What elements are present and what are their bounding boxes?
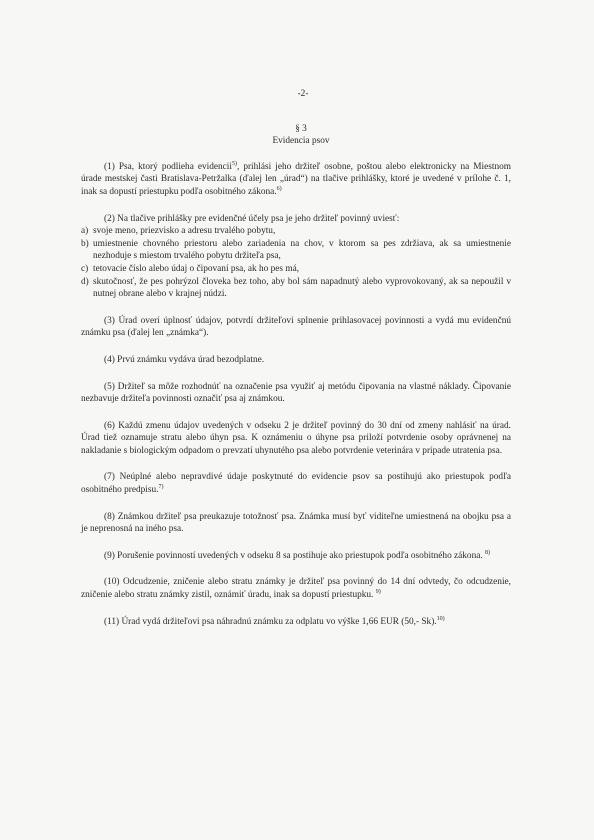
paragraph-7 — [81, 471, 511, 496]
list-item — [81, 263, 511, 276]
paragraph-5: (5) Držiteľ sa môže rozhodnúť na označenie psa využiť aj metódu čipovania na vlastné náklady. Čipovanie nezbavuje držiteľa povinnosti označiť psa aj známkou. — [81, 381, 511, 405]
paragraph-2: (2) Na tlačive prihlášky pre evidenčné účely psa je jeho držiteľ povinný uviesť: — [104, 213, 400, 224]
paragraph-1-text: (1) Psa, ktorý podlieha evidencii — [104, 161, 232, 172]
paragraph-1 — [81, 161, 511, 199]
list-marker: b) — [81, 238, 89, 249]
paragraph-10-text: (10) Odcudzenie, zničenie alebo stratu známky je držiteľ psa povinný do 14 dní odvtedy, čo odcudzenie, zničenie alebo stratu známky zistil, oznámiť úradu, inak sa dopustí priestupku. — [81, 577, 511, 601]
paragraph-10 — [81, 576, 511, 601]
footnote-ref: 7) — [158, 483, 164, 490]
paragraph-7-text: (7) Neúplné alebo nepravdivé údaje poskytnuté do evidencie psov sa postihujú ako priestupok podľa osobitného predpisu. — [81, 472, 511, 496]
list-marker: c) — [81, 263, 89, 274]
list-item-text: tetovacie číslo alebo údaj o čipovaní psa, ak ho pes má, — [93, 263, 300, 274]
footnote-ref: 5) — [231, 160, 237, 167]
paragraph-3: (3) Úrad overí úplnosť údajov, potvrdí držiteľovi splnenie prihlasovacej povinnosti a vydá mu evidenčnú známku psa (ďalej len „známka“). — [81, 315, 511, 339]
list-marker: a) — [81, 226, 89, 237]
list-item — [81, 225, 511, 238]
list-item — [81, 238, 511, 263]
required-data-list — [81, 225, 511, 301]
footnote-ref: 8) — [485, 549, 491, 556]
list-item-text: skutočnosť, že pes pohrýzol človeka bez toho, aby bol sám napadnutý alebo vyprovokovaný, ak sa nepoužil v nutnej obrane alebo v krajnej núdzi. — [93, 276, 511, 300]
section-mark: § 3 — [295, 123, 307, 134]
paragraph-9 — [81, 550, 511, 563]
list-marker: d) — [81, 276, 89, 287]
section-title: Evidencia psov — [272, 136, 330, 147]
paragraph-11 — [81, 616, 511, 629]
list-item-text: umiestnenie chovného priestoru alebo zariadenia na chov, v ktorom sa pes zdržiava, ak sa umiestnenie nezhoduje s miestom trvalého pobytu držiteľa psa, — [93, 238, 511, 262]
footnote-ref: 10) — [436, 615, 445, 622]
list-item-text: svoje meno, priezvisko a adresu trvalého pobytu, — [93, 226, 276, 237]
paragraph-4: (4) Prvú známku vydáva úrad bezodplatne. — [104, 354, 265, 365]
paragraph-6: (6) Každú zmenu údajov uvedených v odseku 2 je držiteľ povinný do 30 dní od zmeny nahlásiť na úrad. Úrad tiež oznamuje stratu alebo úhyn psa. K oznámeniu o úhyne psa priloží potvrdenie osoby oprávnenej na nakladanie s biologickým odpadom o prevzatí uhynutého psa alebo potvrdenie veterinára v prípade utratenia psa. — [81, 420, 511, 456]
footnote-ref: 6) — [276, 185, 282, 192]
paragraph-9-text: (9) Porušenie povinností uvedených v odseku 8 sa postihuje ako priestupok podľa osobitného zákona. — [104, 550, 483, 561]
page-number: -2- — [297, 89, 309, 99]
paragraph-11-text: (11) Úrad vydá držiteľovi psa náhradnú známku za odplatu vo výške 1,66 EUR (50,- Sk). — [104, 616, 437, 627]
list-item — [81, 276, 511, 301]
paragraph-1-rest: , prihlási jeho držiteľ osobne, poštou alebo elektronicky na Miestnom úrade mestskej časti Bratislava-Petržalka (ďalej len „úrad“) na tlačive prihlášky, ktoré je uvedené v prílohe č. 1, inak sa dopustí priestupku podľa osobitného zákona. — [81, 161, 511, 197]
paragraph-8: (8) Známkou držiteľ psa preukazuje totožnosť psa. Známka musí byť viditeľne umiestnená na obojku psa a je neprenosná na iného psa. — [81, 511, 511, 535]
footnote-ref: 9) — [375, 588, 381, 595]
